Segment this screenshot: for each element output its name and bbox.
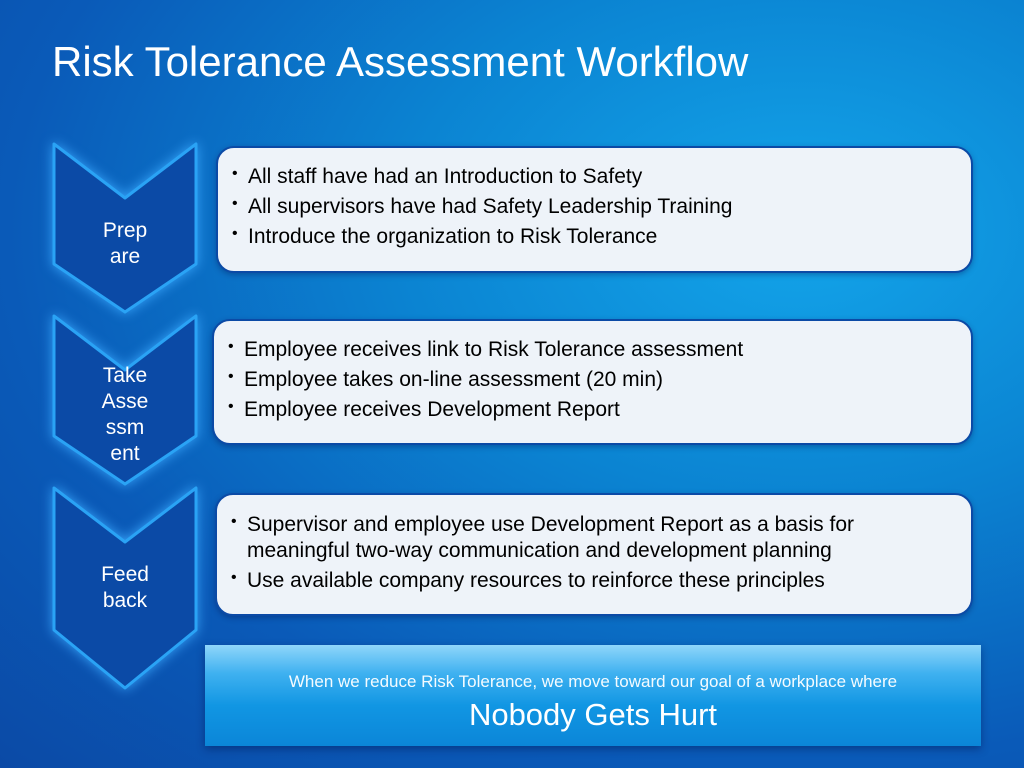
- list-item: • Supervisor and employee use Development Report as a basis for meaningful two-way communication and development planning: [231, 513, 854, 562]
- chevron-prepare: [44, 140, 206, 316]
- step-box-feedback: [215, 493, 973, 616]
- banner-headline: Nobody Gets Hurt: [468, 697, 718, 732]
- page-title: Risk Tolerance Assessment Workflow: [52, 38, 749, 85]
- banner-subtext: When we reduce Risk Tolerance, we move toward our goal of a workplace where: [288, 672, 898, 691]
- list-item: • Introduce the organization to Risk Tolerance: [232, 225, 658, 248]
- list-item: • Employee takes on-line assessment (20 min): [228, 368, 664, 391]
- list-item: • Employee receives Development Report: [228, 398, 620, 421]
- chevron-label: Prep are: [102, 219, 148, 268]
- step-box-prepare: [216, 146, 973, 273]
- list-item: • Use available company resources to reinforce these principles: [231, 569, 825, 592]
- chevron-feedback: [44, 484, 206, 694]
- chevron-take-assessment: [44, 312, 206, 488]
- goal-banner: [205, 645, 981, 746]
- list-item: • Employee receives link to Risk Tolerance assessment: [228, 338, 744, 361]
- chevron-label: Take Asse ssm ent: [101, 364, 149, 465]
- chevron-label: Feed back: [101, 563, 149, 612]
- list-item: • All supervisors have had Safety Leadership Training: [232, 195, 733, 218]
- list-item: • All staff have had an Introduction to Safety: [232, 165, 643, 188]
- step-box-take-assessment: [212, 319, 973, 445]
